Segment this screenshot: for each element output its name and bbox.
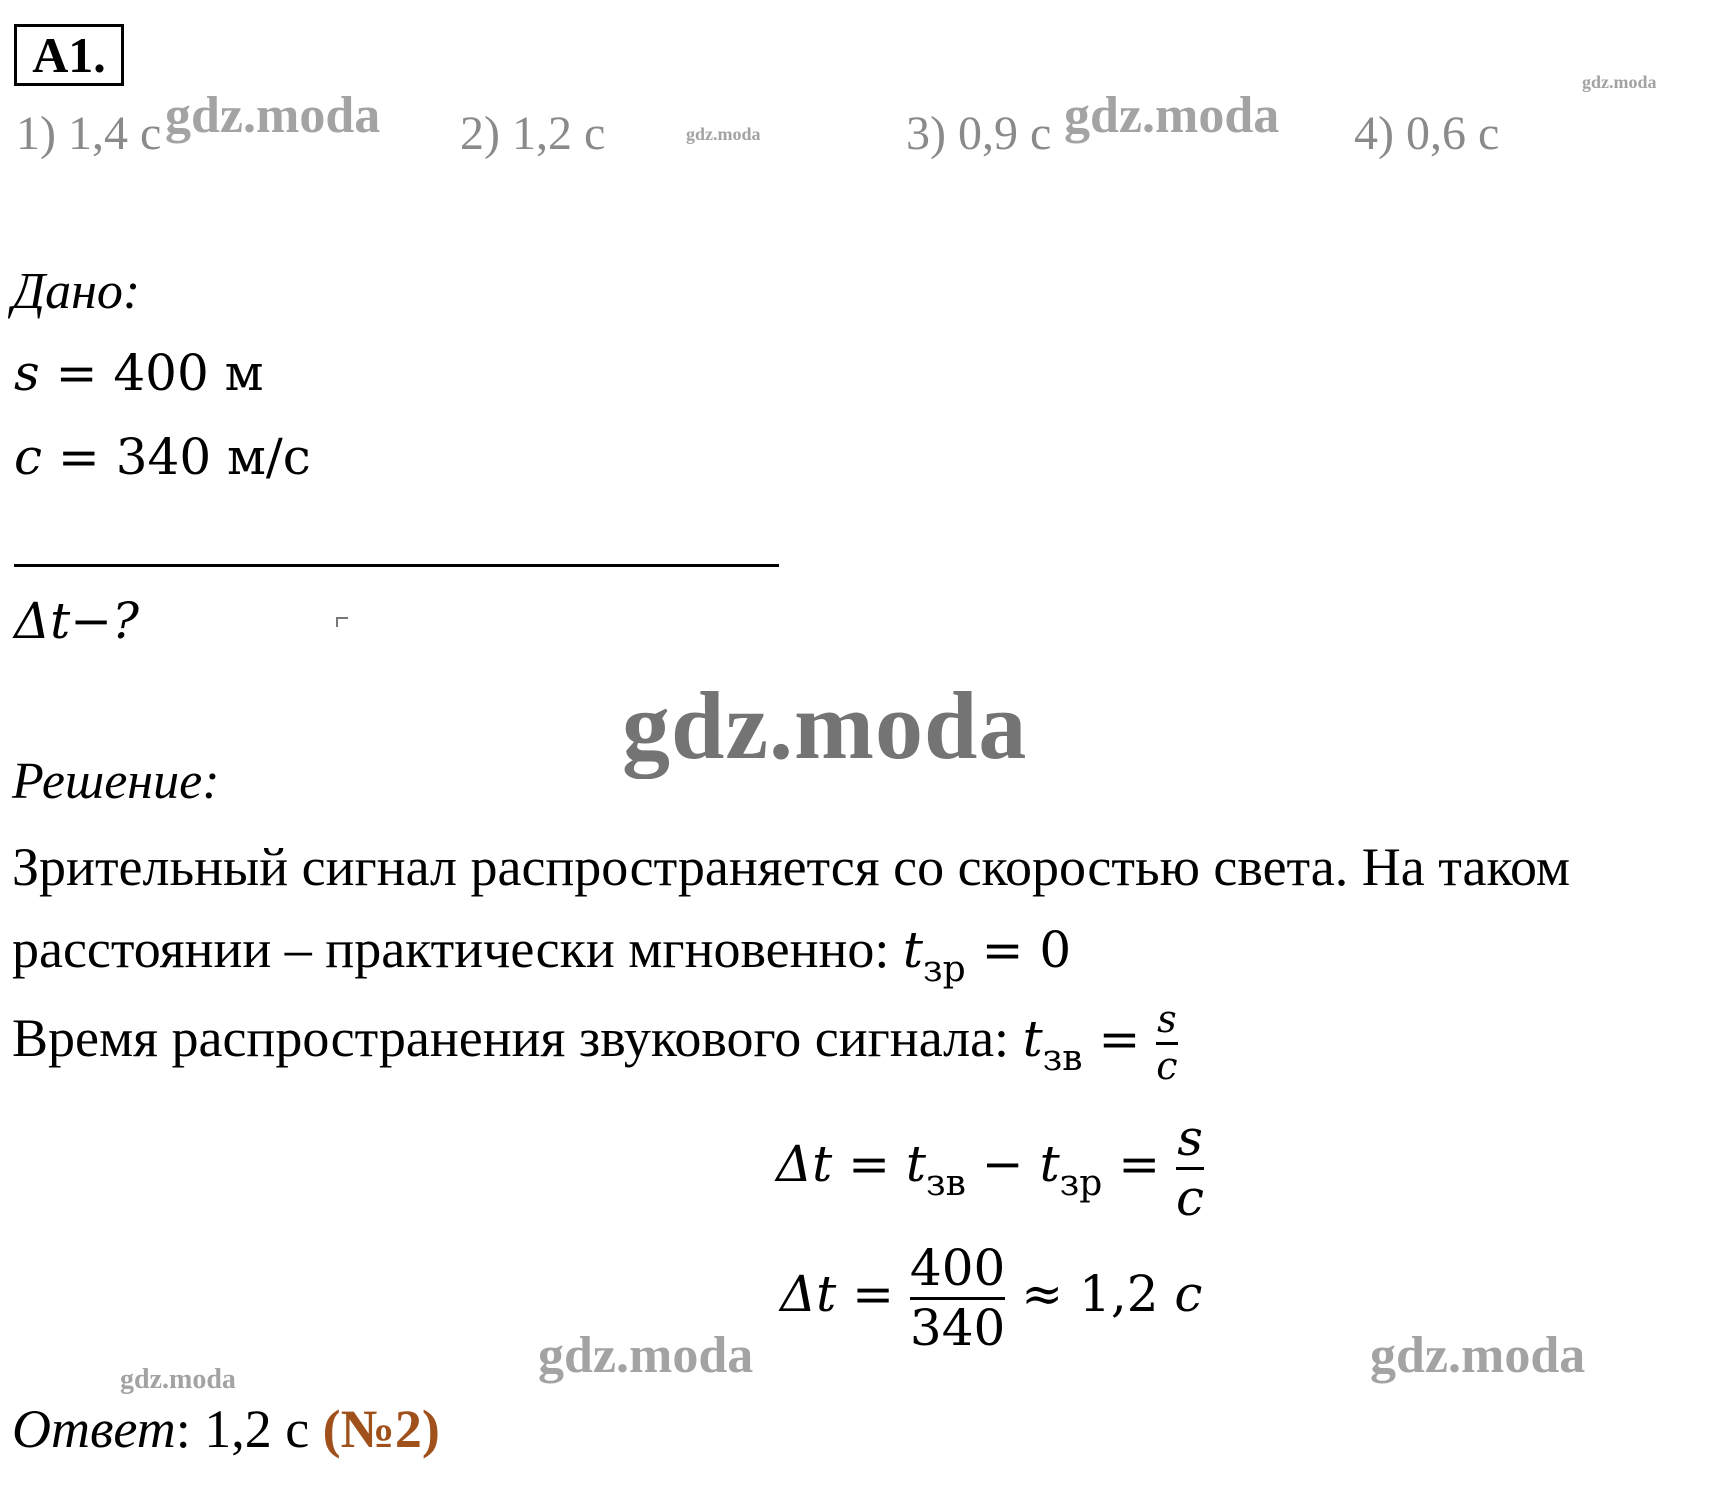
watermark: gdz.moda [686, 124, 761, 144]
fraction: $\frac{s}{c}$ [1156, 997, 1178, 1088]
divider-line [14, 564, 779, 567]
fraction: $\frac{400}{340}$ [909, 1239, 1006, 1357]
watermark: gdz.moda [1064, 87, 1280, 144]
option-2: 2) 1,2 с [460, 107, 606, 160]
fraction: $\frac{s}{c}$ [1176, 1109, 1205, 1227]
watermark: gdz.moda [622, 672, 1028, 779]
option-4: 4) 0,6 с [1354, 107, 1500, 160]
scan-mark [336, 617, 348, 627]
watermark: gdz.moda [165, 87, 381, 144]
solution-line-2: расстоянии – практически мгновенно: $t_{зр} = 0$ [12, 919, 1072, 990]
watermark: gdz.moda [538, 1327, 754, 1384]
solution-line-1: Зрительный сигнал распространяется со скоростью света. На таком [12, 837, 1571, 897]
unknown-quantity: Δt−? [14, 592, 139, 650]
answer-line: Ответ: 1,2 с (№2) [12, 1399, 440, 1459]
watermark: gdz.moda [120, 1364, 236, 1395]
given-sound-speed: c = 340 м/с [14, 428, 311, 486]
solution-label: Решение: [12, 753, 220, 810]
given-label: Дано: [12, 263, 141, 320]
task-number: A1. [14, 24, 124, 86]
solution-line-3: Время распространения звукового сигнала: $t_{зв}$ = $\frac{s}{c}$ [12, 997, 1178, 1088]
given-distance: s = 400 м [14, 344, 264, 402]
watermark: gdz.moda [1582, 72, 1657, 92]
option-1: 1) 1,4 с [16, 107, 162, 160]
delta-t-calculation: Δt = $\frac{400}{340}$ ≈ 1,2 c [780, 1239, 1203, 1357]
watermark: gdz.moda [1370, 1327, 1586, 1384]
option-3: 3) 0,9 с [906, 107, 1052, 160]
delta-t-formula: $\Delta t = t_{зв} - t_{зр}$ = $\frac{s}{c}$ [776, 1109, 1205, 1227]
